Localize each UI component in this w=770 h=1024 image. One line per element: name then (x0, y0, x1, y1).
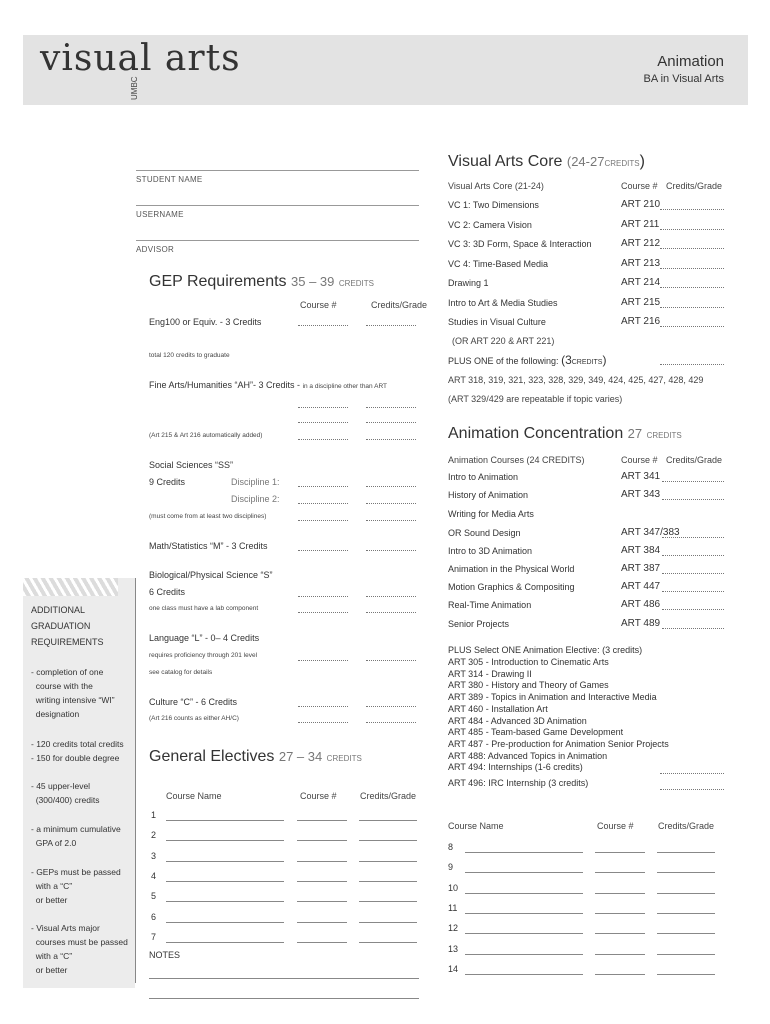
gep-bio-credits-1[interactable] (366, 587, 416, 597)
anim-elective-field-2[interactable] (660, 780, 724, 790)
gep-ss-credits-3[interactable] (366, 511, 416, 521)
gep-culture-credits-2[interactable] (366, 713, 416, 723)
gep-culture-note: (Art 216 counts as either AH/C) (149, 715, 239, 722)
right-row-credits-field[interactable] (657, 893, 715, 894)
right-row-number: 14 (448, 963, 459, 974)
anim-row-course: ART 387 (621, 563, 661, 574)
sidebar-item-line: - a minimum cumulative (31, 824, 121, 834)
right-row-number: 9 (448, 862, 454, 873)
core-row-credits-field[interactable] (660, 298, 724, 308)
electives-col-course: Course # (300, 791, 337, 801)
electives-row-number: 7 (151, 931, 157, 942)
sidebar-title-line: GRADUATION (31, 621, 91, 631)
core-row-course: ART 216 (621, 316, 661, 327)
core-row-name: VC 1: Two Dimensions (448, 200, 539, 210)
electives-row-course-field[interactable] (297, 861, 347, 862)
sidebar-item-line: - Visual Arts major (31, 923, 100, 933)
electives-row-number: 5 (151, 891, 157, 902)
advisor-label: ADVISOR (136, 245, 175, 254)
right-row-credits-field[interactable] (657, 913, 715, 914)
core-row-course: ART 214 (621, 277, 661, 288)
core-close: ) (639, 153, 645, 170)
gep-math-credits[interactable] (366, 541, 416, 551)
anim-row-course: ART 447 (621, 581, 661, 592)
gep-lang-credits[interactable] (366, 651, 416, 661)
sidebar-item-line: with a “C” (31, 951, 73, 961)
anim-row-credits-field[interactable] (662, 619, 724, 629)
right-row-course-field[interactable] (595, 852, 645, 853)
electives-row-name-field[interactable] (166, 942, 284, 943)
student-name-line[interactable] (136, 170, 419, 171)
notes-label: NOTES (149, 950, 181, 960)
electives-col-name: Course Name (166, 791, 222, 801)
right-row-number: 12 (448, 923, 459, 934)
gep-ah-credits-1[interactable] (366, 398, 416, 408)
gep-culture-course-1[interactable] (298, 697, 348, 707)
anim-row-course: ART 341 (621, 471, 661, 482)
electives-credits: CREDITS (326, 754, 362, 763)
electives-row-name-field[interactable] (166, 881, 284, 882)
electives-row-credits-field[interactable] (359, 942, 417, 943)
electives-row-course-field[interactable] (297, 881, 347, 882)
anim-row-credits-field[interactable] (662, 600, 724, 610)
anim-row-name: Intro to 3D Animation (448, 546, 533, 556)
electives-row-credits-field[interactable] (359, 840, 417, 841)
gep-col-course: Course # (300, 300, 337, 310)
anim-hdr-credits: Credits/Grade (666, 455, 723, 465)
gep-lang-note2: see catalog for details (149, 669, 213, 676)
electives-row-name-field[interactable] (166, 840, 284, 841)
anim-row-name: Senior Projects (448, 619, 510, 629)
electives-row-course-field[interactable] (297, 901, 347, 902)
core-row-credits-field[interactable] (660, 278, 724, 288)
anim-row-credits-field[interactable] (662, 472, 724, 482)
electives-row-course-field[interactable] (297, 820, 347, 821)
anim-row-name: History of Animation (448, 490, 529, 500)
electives-range: 27 – 34 (278, 749, 323, 764)
right-col-course: Course # (597, 821, 634, 831)
anim-row-course: ART 343 (621, 489, 661, 500)
gep-lang-note1: requires proficiency through 201 level (149, 652, 258, 659)
right-col-name: Course Name (448, 821, 504, 831)
core-plus-text: PLUS ONE of the following: (448, 356, 559, 366)
sidebar-item-line: course with the (31, 681, 93, 691)
student-name-label: STUDENT NAME (136, 175, 203, 184)
gep-eng-credits-field[interactable] (366, 316, 416, 326)
anim-elective-title: PLUS Select ONE Animation Elective: (3 credits) (448, 645, 643, 655)
right-row-name-field[interactable] (465, 913, 583, 914)
gep-disc2: Discipline 2: (231, 494, 280, 504)
right-row-number: 13 (448, 943, 459, 954)
gep-ah-auto: (Art 215 & Art 216 automatically added) (149, 432, 263, 439)
sidebar-item-line: GPA of 2.0 (31, 838, 77, 848)
gep-credits: CREDITS (338, 279, 374, 288)
gep-ss-credits-1[interactable] (366, 477, 416, 487)
electives-row-credits-field[interactable] (359, 861, 417, 862)
anim-row-credits-field[interactable] (662, 490, 724, 500)
gep-ah (149, 380, 387, 390)
anim-elective-item: ART 389 - Topics in Animation and Interactive Media (448, 692, 657, 703)
right-row-course-field[interactable] (595, 893, 645, 894)
core-row-credits-field[interactable] (660, 259, 724, 269)
anim-row-name: Writing for Media Arts (448, 509, 534, 519)
electives-title: General Electives (149, 748, 275, 765)
sidebar-item-line: with a “C” (31, 881, 73, 891)
anim-row-credits-field[interactable] (662, 564, 724, 574)
right-row-name-field[interactable] (465, 852, 583, 853)
anim-elective-item: ART 314 - Drawing II (448, 668, 532, 679)
anim-heading (448, 425, 682, 443)
anim-hdr-name: Animation Courses (24 CREDITS) (448, 455, 585, 465)
core-hdr-course: Course # (621, 181, 658, 191)
core-row-course: ART 210 (621, 199, 661, 210)
anim-elective-item: ART 494: Internships (1-6 credits) (448, 762, 583, 773)
gep-ah-course-3[interactable] (298, 430, 348, 440)
gep-math: Math/Statistics “M” - 3 Credits (149, 541, 268, 551)
anim-row-course: ART 347/383 (621, 527, 680, 538)
gep-ss-credits-2[interactable] (366, 494, 416, 504)
core-plus-field[interactable] (660, 355, 724, 365)
notes-line-2[interactable] (149, 998, 419, 999)
core-repeat: (ART 329/429 are repeatable if topic varies) (448, 394, 623, 404)
right-row-course-field[interactable] (595, 913, 645, 914)
anim-row-name: OR Sound Design (448, 528, 521, 538)
username-label: USERNAME (136, 210, 184, 219)
sidebar-item-line: or better (31, 965, 68, 975)
electives-row-name-field[interactable] (166, 861, 284, 862)
gep-ah-course-2[interactable] (298, 413, 348, 423)
anim-elective-item: ART 496: IRC Internship (3 credits) (448, 778, 589, 788)
gep-bio-course-1[interactable] (298, 587, 348, 597)
sidebar-hatch (23, 578, 118, 596)
core-row-name: Studies in Visual Culture (448, 317, 546, 327)
electives-row-credits-field[interactable] (359, 922, 417, 923)
right-row-course-field[interactable] (595, 933, 645, 934)
gep-culture: Culture “C” - 6 Credits (149, 697, 238, 707)
right-row-name-field[interactable] (465, 933, 583, 934)
gep-culture-course-2[interactable] (298, 713, 348, 723)
electives-row-number: 6 (151, 911, 157, 922)
gep-range: 35 – 39 (291, 274, 335, 289)
core-hdr-name: Visual Arts Core (21-24) (448, 181, 544, 191)
anim-elective-item: ART 380 - History and Theory of Games (448, 680, 609, 691)
gep-eng: Eng100 or Equiv. - 3 Credits (149, 317, 262, 327)
right-row-course-field[interactable] (595, 872, 645, 873)
gep-bio-credits-2[interactable] (366, 603, 416, 613)
anim-credits: CREDITS (646, 431, 682, 440)
right-row-credits-field[interactable] (657, 872, 715, 873)
core-hdr-credits: Credits/Grade (666, 181, 723, 191)
anim-row-credits-field[interactable] (662, 528, 724, 538)
sidebar-title-line: REQUIREMENTS (31, 637, 104, 647)
core-plus-cred: (3 (561, 353, 572, 367)
visual-arts-logo: visual arts (40, 38, 241, 79)
anim-row-name: Motion Graphics & Compositing (448, 582, 575, 592)
gep-ah-credits-3[interactable] (366, 430, 416, 440)
right-row-name-field[interactable] (465, 872, 583, 873)
gep-ah-course-1[interactable] (298, 398, 348, 408)
sidebar-item-line: - completion of one (31, 667, 104, 677)
anim-elective-item: ART 487 - Pre-production for Animation Senior Projects (448, 738, 669, 749)
anim-elective-item: ART 484 - Advanced 3D Animation (448, 715, 587, 726)
gep-ss-note: (must come from at least two disciplines) (149, 513, 267, 520)
gep-lang: Language “L” - 0– 4 Credits (149, 633, 260, 643)
anim-row-credits-field[interactable] (662, 546, 724, 556)
electives-row-name-field[interactable] (166, 901, 284, 902)
degree-title: BA in Visual Arts (643, 73, 724, 85)
core-credits: CREDITS (604, 159, 640, 168)
anim-row-course: ART 489 (621, 618, 661, 629)
program-title: Animation (657, 53, 724, 70)
right-row-credits-field[interactable] (657, 954, 715, 955)
anim-elective-item: ART 460 - Installation Art (448, 703, 548, 714)
right-row-number: 11 (448, 902, 458, 913)
core-row-name: VC 2: Camera Vision (448, 219, 532, 230)
username-line[interactable] (136, 205, 419, 206)
electives-row-course-field[interactable] (297, 942, 347, 943)
electives-row-name-field[interactable] (166, 922, 284, 923)
anim-row-course: ART 384 (621, 545, 661, 556)
gep-ss-course-2[interactable] (298, 494, 348, 504)
gep-heading (149, 273, 374, 291)
sidebar-item-line: - 120 credits total credits (31, 739, 124, 749)
electives-row-credits-field[interactable] (359, 820, 417, 821)
core-plus-close: ) (602, 353, 607, 367)
anim-elective-field-1[interactable] (660, 764, 724, 774)
anim-row-course: ART 486 (621, 599, 661, 610)
sidebar-divider (135, 578, 136, 983)
sidebar-item-line: writing intensive “WI” (31, 695, 115, 705)
gep-title: GEP Requirements (149, 273, 287, 290)
anim-elective-item: ART 485 - Team-based Game Development (448, 727, 624, 738)
anim-row-credits-field[interactable] (662, 582, 724, 592)
core-row-course: ART 212 (621, 238, 661, 249)
core-row-name: Drawing 1 (448, 278, 489, 288)
gep-disc1: Discipline 1: (231, 477, 280, 487)
right-row-name-field[interactable] (465, 974, 583, 975)
gep-ss: Social Sciences “SS” (149, 460, 234, 470)
anim-elective-item: ART 488: Advanced Topics in Animation (448, 750, 608, 761)
right-row-credits-field[interactable] (657, 974, 715, 975)
core-row-name: Intro to Art & Media Studies (448, 297, 558, 308)
anim-elective-item: ART 305 - Introduction to Cinematic Arts (448, 657, 609, 667)
sidebar-item-line: - 150 for double degree (31, 753, 120, 763)
gep-bio-credits: 6 Credits (149, 587, 186, 597)
anim-hdr-course: Course # (621, 455, 658, 465)
gep-lang-course[interactable] (298, 651, 348, 661)
core-row-name: VC 4: Time-Based Media (448, 258, 549, 269)
gep-bio-note: one class must have a lab component (149, 605, 259, 612)
gep-math-course[interactable] (298, 541, 348, 551)
sidebar-item-line: courses must be passed (31, 937, 128, 947)
core-range: (24-27 (566, 154, 605, 169)
sidebar-item-line: or better (31, 895, 68, 905)
core-or-note: (OR ART 220 & ART 221) (452, 336, 555, 346)
sidebar-item-line: (300/400) credits (31, 795, 100, 805)
sidebar-item-line: designation (31, 709, 80, 719)
electives-row-credits-field[interactable] (359, 901, 417, 902)
core-list: ART 318, 319, 321, 323, 328, 329, 349, 424, 425, 427, 428, 429 (448, 375, 704, 385)
gep-ah-note: in a discipline other than ART (302, 383, 387, 390)
right-row-number: 10 (448, 882, 459, 893)
core-title: Visual Arts Core (448, 153, 563, 170)
anim-row-name: Intro to Animation (448, 472, 519, 482)
anim-row-name: Animation in the Physical World (448, 564, 575, 574)
core-plus-cred2: CREDITS (571, 359, 603, 366)
core-row-course: ART 211 (621, 218, 660, 230)
electives-col-credits: Credits/Grade (360, 791, 417, 801)
gep-ah-credits-2[interactable] (366, 413, 416, 423)
gep-bio-course-2[interactable] (298, 603, 348, 613)
electives-row-number: 1 (151, 810, 157, 820)
core-row-course: ART 215 (621, 296, 661, 308)
gep-ah-text: Fine Arts/Humanities “AH”- 3 Credits - (149, 380, 301, 390)
anim-row-name: Real-Time Animation (448, 600, 532, 610)
right-row-credits-field[interactable] (657, 933, 715, 934)
right-col-credits: Credits/Grade (658, 821, 715, 831)
anim-range: 27 (627, 426, 643, 441)
sidebar-item-line: - GEPs must be passed (31, 867, 121, 877)
sidebar-title-line: ADDITIONAL (31, 605, 86, 615)
gep-ss-course-1[interactable] (298, 477, 348, 487)
electives-row-course-field[interactable] (297, 922, 347, 923)
right-row-credits-field[interactable] (657, 852, 715, 853)
notes-line-1[interactable] (149, 978, 419, 979)
gep-total: total 120 credits to graduate (149, 352, 230, 359)
core-row-credits-field[interactable] (660, 239, 724, 249)
right-row-name-field[interactable] (465, 954, 583, 955)
sidebar-title (31, 602, 104, 650)
right-row-name-field[interactable] (465, 893, 583, 894)
anim-title: Animation Concentration (448, 425, 624, 442)
core-plus (448, 353, 606, 367)
core-row-course: ART 213 (621, 257, 661, 269)
electives-row-course-field[interactable] (297, 840, 347, 841)
gep-bio: Biological/Physical Science “S” (149, 570, 273, 580)
electives-row-number: 4 (151, 870, 157, 881)
electives-heading (149, 748, 362, 766)
core-row-credits-field[interactable] (660, 317, 724, 327)
electives-row-name-field[interactable] (166, 820, 284, 821)
gep-col-credits: Credits/Grade (371, 300, 428, 310)
advisor-line[interactable] (136, 240, 419, 241)
gep-ss-course-3[interactable] (298, 511, 348, 521)
core-row-credits-field[interactable] (660, 220, 724, 230)
electives-row-number: 3 (151, 850, 157, 861)
gep-culture-credits-1[interactable] (366, 697, 416, 707)
right-row-course-field[interactable] (595, 974, 645, 975)
electives-row-number: 2 (151, 830, 157, 841)
electives-row-credits-field[interactable] (359, 881, 417, 882)
core-heading (448, 153, 645, 171)
core-row-name: VC 3: 3D Form, Space & Interaction (448, 239, 592, 249)
right-row-course-field[interactable] (595, 954, 645, 955)
gep-eng-course-field[interactable] (298, 316, 348, 326)
gep-ss-credits: 9 Credits (149, 477, 186, 487)
right-row-number: 8 (448, 842, 454, 852)
umbc-label: UMBC (130, 76, 139, 100)
sidebar-item-line: - 45 upper-level (31, 781, 91, 791)
core-row-credits-field[interactable] (660, 200, 724, 210)
